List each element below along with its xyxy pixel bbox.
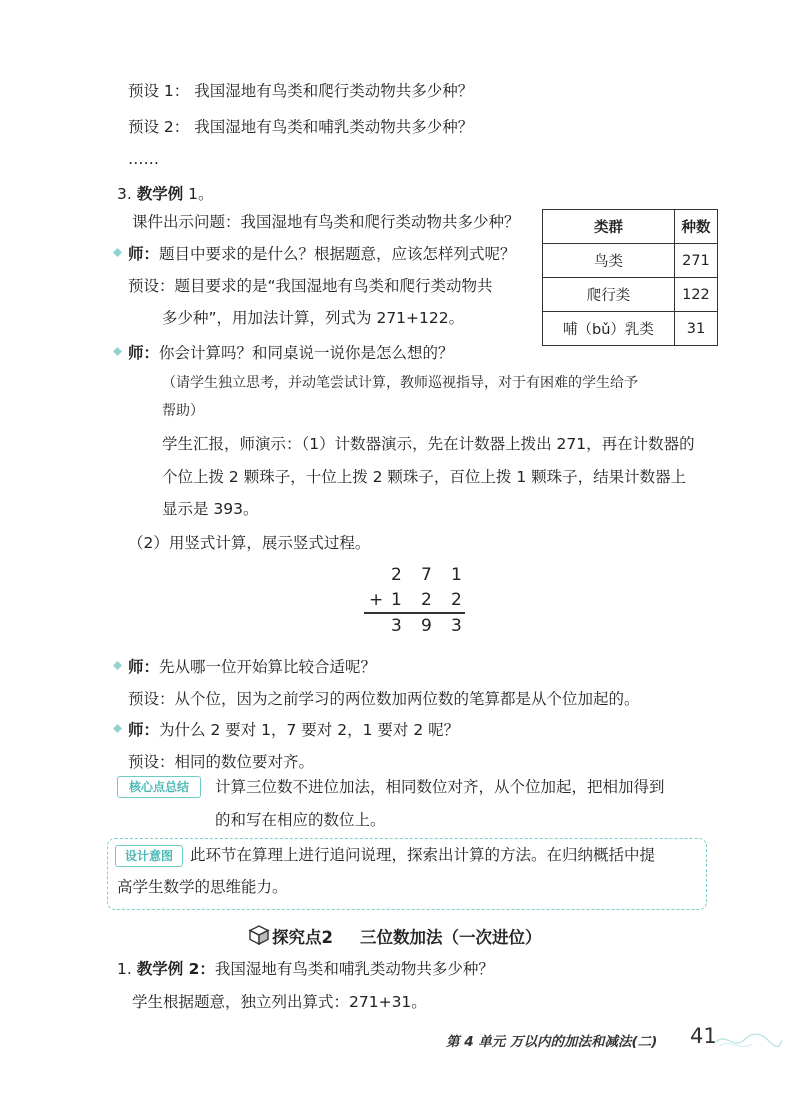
teacher-line-4 [128, 719, 459, 741]
student-report-cont-1: 个位上拨 2 颗珠子，十位上拨 2 颗珠子，百位上拨 1 颗珠子，结果计数器上 [162, 468, 687, 486]
calc-digit: 7 [421, 565, 432, 585]
teacher-label: 师： [128, 658, 160, 676]
table-cell: 鸟类 [543, 244, 675, 278]
preset-answer-1-cont: 多少种”，用加法计算，列式为 271+122。 [162, 309, 465, 327]
preset-answer-3: 预设：相同的数位要对齐。 [128, 753, 315, 771]
bullet-dot-icon [113, 248, 122, 257]
table-row [543, 312, 718, 346]
calc-digit: 1 [451, 565, 462, 585]
table-cell: 31 [674, 312, 717, 346]
core-summary-text-cont: 的和写在相应的数位上。 [215, 811, 386, 829]
calc-digit: 1 [391, 590, 402, 610]
bullet-dot-icon [113, 724, 122, 733]
calc-digit: 3 [451, 616, 462, 636]
example-2-heading [117, 958, 494, 980]
teacher-text: 先从哪一位开始算比较合适呢？ [159, 658, 377, 676]
step-title: 教学例 [136, 185, 184, 203]
table-cell: 哺（bǔ）乳类 [543, 312, 675, 346]
preset-answer-1: 预设：题目要求的是“我国湿地有鸟类和爬行类动物共 [128, 277, 493, 295]
teacher-text: 为什么 2 要对 1，7 要对 2，1 要对 2 呢？ [159, 721, 460, 739]
step-3-heading [117, 183, 214, 205]
calc-digit: 3 [391, 616, 402, 636]
table-cell: 271 [674, 244, 717, 278]
bullet-dot-icon [113, 661, 122, 670]
teacher-text: 题目中要求的是什么？根据题意，应该怎样列式呢？ [159, 245, 516, 263]
calc-digit: 9 [421, 616, 432, 636]
instruction-note: （请学生独立思考，并动笔尝试计算，教师巡视指导，对于有困难的学生给予 [162, 375, 638, 391]
table-header-cell: 种数 [674, 210, 717, 244]
student-report-cont-2: 显示是 393。 [162, 500, 259, 518]
teacher-label: 师： [128, 344, 160, 362]
calc-digit: 2 [421, 590, 432, 610]
step-number: 1. [117, 960, 132, 978]
calc-digit: 2 [391, 565, 402, 585]
preset-answer-2: 预设：从个位，因为之前学习的两位数加两位数的笔算都是从个位加起的。 [128, 690, 640, 708]
species-table [542, 209, 718, 346]
table-row [543, 244, 718, 278]
swirl-decoration-icon [714, 1030, 784, 1056]
table-cell: 122 [674, 278, 717, 312]
student-report: 学生汇报，师演示：（1）计数器演示，先在计数器上拨出 271，再在计数器的 [162, 435, 695, 453]
courseware-question: 课件出示问题：我国湿地有鸟类和爬行类动物共多少种？ [132, 213, 520, 231]
footer-unit-title: 第 4 单元 万以内的加法和减法(二) [446, 1034, 658, 1050]
calc-digit: 2 [451, 590, 462, 610]
teacher-label: 师： [128, 721, 160, 739]
table-header-row [543, 210, 718, 244]
step-tail: 1。 [183, 185, 214, 203]
instruction-note-cont: 帮助） [162, 403, 204, 419]
design-intent-tag: 设计意图 [115, 845, 183, 867]
design-intent-text-cont: 高学生数学的思维能力。 [117, 878, 288, 896]
example-question: 我国湿地有鸟类和哺乳类动物共多少种？ [214, 960, 494, 978]
step-number: 3. [117, 185, 132, 203]
preset-2: 预设 2： 我国湿地有鸟类和哺乳类动物共多少种？ [128, 118, 474, 136]
teacher-line-2 [128, 342, 454, 364]
example-label: 教学例 2： [136, 960, 215, 978]
teacher-text: 你会计算吗？和同桌说一说你是怎么想的？ [159, 344, 454, 362]
calc-plus-sign: + [369, 590, 384, 610]
bullet-dot-icon [113, 347, 122, 356]
teacher-label: 师： [128, 245, 160, 263]
design-intent-text: 此环节在算理上进行追问说理，探索出计算的方法。在归纳概括中提 [190, 846, 656, 864]
cube-icon [248, 924, 270, 950]
table-header-cell: 类群 [543, 210, 675, 244]
vertical-calc-intro: （2）用竖式计算，展示竖式过程。 [128, 534, 371, 552]
teacher-line-3 [128, 656, 376, 678]
table-cell: 爬行类 [543, 278, 675, 312]
table-row [543, 278, 718, 312]
ellipsis: …… [128, 150, 159, 168]
section-title: 三位数加法（一次进位） [360, 928, 542, 947]
section-label: 探究点2 [272, 928, 333, 947]
preset-1: 预设 1： 我国湿地有鸟类和爬行类动物共多少种？ [128, 82, 474, 100]
page-number: 41 [690, 1024, 717, 1048]
core-summary-text: 计算三位数不进位加法，相同数位对齐，从个位加起，把相加得到 [215, 778, 665, 796]
calc-rule [364, 612, 465, 614]
teacher-line-1 [128, 243, 516, 265]
student-formula: 学生根据题意，独立列出算式：271+31。 [132, 993, 427, 1011]
core-summary-tag: 核心点总结 [117, 776, 201, 798]
